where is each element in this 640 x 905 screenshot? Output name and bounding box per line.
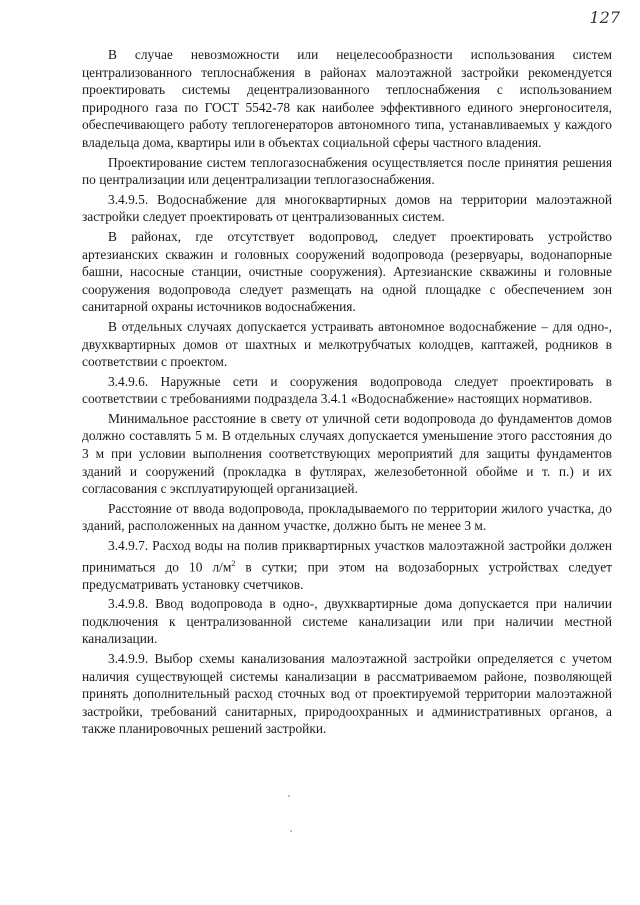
paragraph-min-distance: Минимальное расстояние в свету от уличной сети водопровода до фундаментов домов должно составлять 5 м. В отдельных случаях допускается уменьшение этого расстояния до 3 м при условии выполнения соответствующих мероприятий для защиты фундаментов зданий и сооружений (прокладка в футлярах, железобетонной обойме и т. п.) и их согласования с эксплуатирующей организацией. (82, 410, 612, 497)
paragraph-3-4-9-7 (82, 537, 612, 593)
paragraph-gas-heating: В случае невозможности или нецелесообразности использования систем централизованного теплоснабжения в районах малоэтажной застройки рекомендуется проектировать системы децентрализованного теплоснабжения с использованием природного газа по ГОСТ 5542-78 как наиболее эффективного единого энергоносителя, обеспечивающего работу теплогенераторов автономного типа, устанавливаемых у каждого владельца дома, квартиры или в объектах социальной сферы частного владения. (82, 47, 612, 150)
paragraph-3-4-9-7-start: 3.4.9.7. Расход воды на полив приквартирных участков малоэтажной застройки должен приниматься до 10 л/м (82, 538, 612, 575)
paragraph-3-4-9-5: 3.4.9.5. Водоснабжение для многоквартирных домов на территории малоэтажной застройки следует проектировать от централизованных систем. (82, 191, 612, 225)
page-number: 127 (589, 8, 620, 27)
paragraph-artesian-wells: В районах, где отсутствует водопровод, следует проектировать устройство артезианских скважин и головных сооружений водопровода (резервуары, водонапорные башни, насосные станции, очистные сооружения). Артезианские скважины и головные сооружения водопровода следует размещать на одной площадке с обеспечением зон санитарной охраны источников водоснабжения. (82, 228, 612, 315)
paragraph-3-4-9-7-end: в сутки; при этом на водозаборных устройствах следует предусматривать установку счетчиков. (82, 559, 613, 592)
paragraph-3-4-9-6: 3.4.9.6. Наружные сети и сооружения водопровода следует проектировать в соответствии с требованиями подраздела 3.4.1 «Водоснабжение» настоящих нормативов. (82, 373, 612, 407)
superscript-two: 2 (231, 558, 236, 568)
document-body (82, 46, 612, 740)
scan-speck (290, 830, 292, 832)
paragraph-autonomous-water: В отдельных случаях допускается устраивать автономное водоснабжение – для одно-, двухквартирных домов от шахтных и мелкотрубчатых колодцев, каптажей, родников в соответствии с проектом. (82, 318, 612, 370)
paragraph-input-distance: Расстояние от ввода водопровода, прокладываемого по территории жилого участка, до зданий, расположенных на данном участке, должно быть не менее 3 м. (82, 500, 612, 534)
paragraph-3-4-9-9: 3.4.9.9. Выбор схемы канализования малоэтажной застройки определяется с учетом наличия существующей системы канализации в рассматриваемом районе, позволяющей принять дополнительный расход сточных вод от проектируемой территории малоэтажной застройки, требований санитарных, природоохранных и административных органов, а также планировочных решений застройки. (82, 651, 612, 737)
scan-speck (288, 795, 290, 797)
paragraph-3-4-9-8: 3.4.9.8. Ввод водопровода в одно-, двухквартирные дома допускается при наличии подключения к централизованной системе канализации или при наличии местной канализации. (82, 596, 612, 647)
paragraph-heat-gas-design: Проектирование систем теплогазоснабжения осуществляется после принятия решения по централизации или децентрализации теплогазоснабжения. (82, 154, 612, 188)
